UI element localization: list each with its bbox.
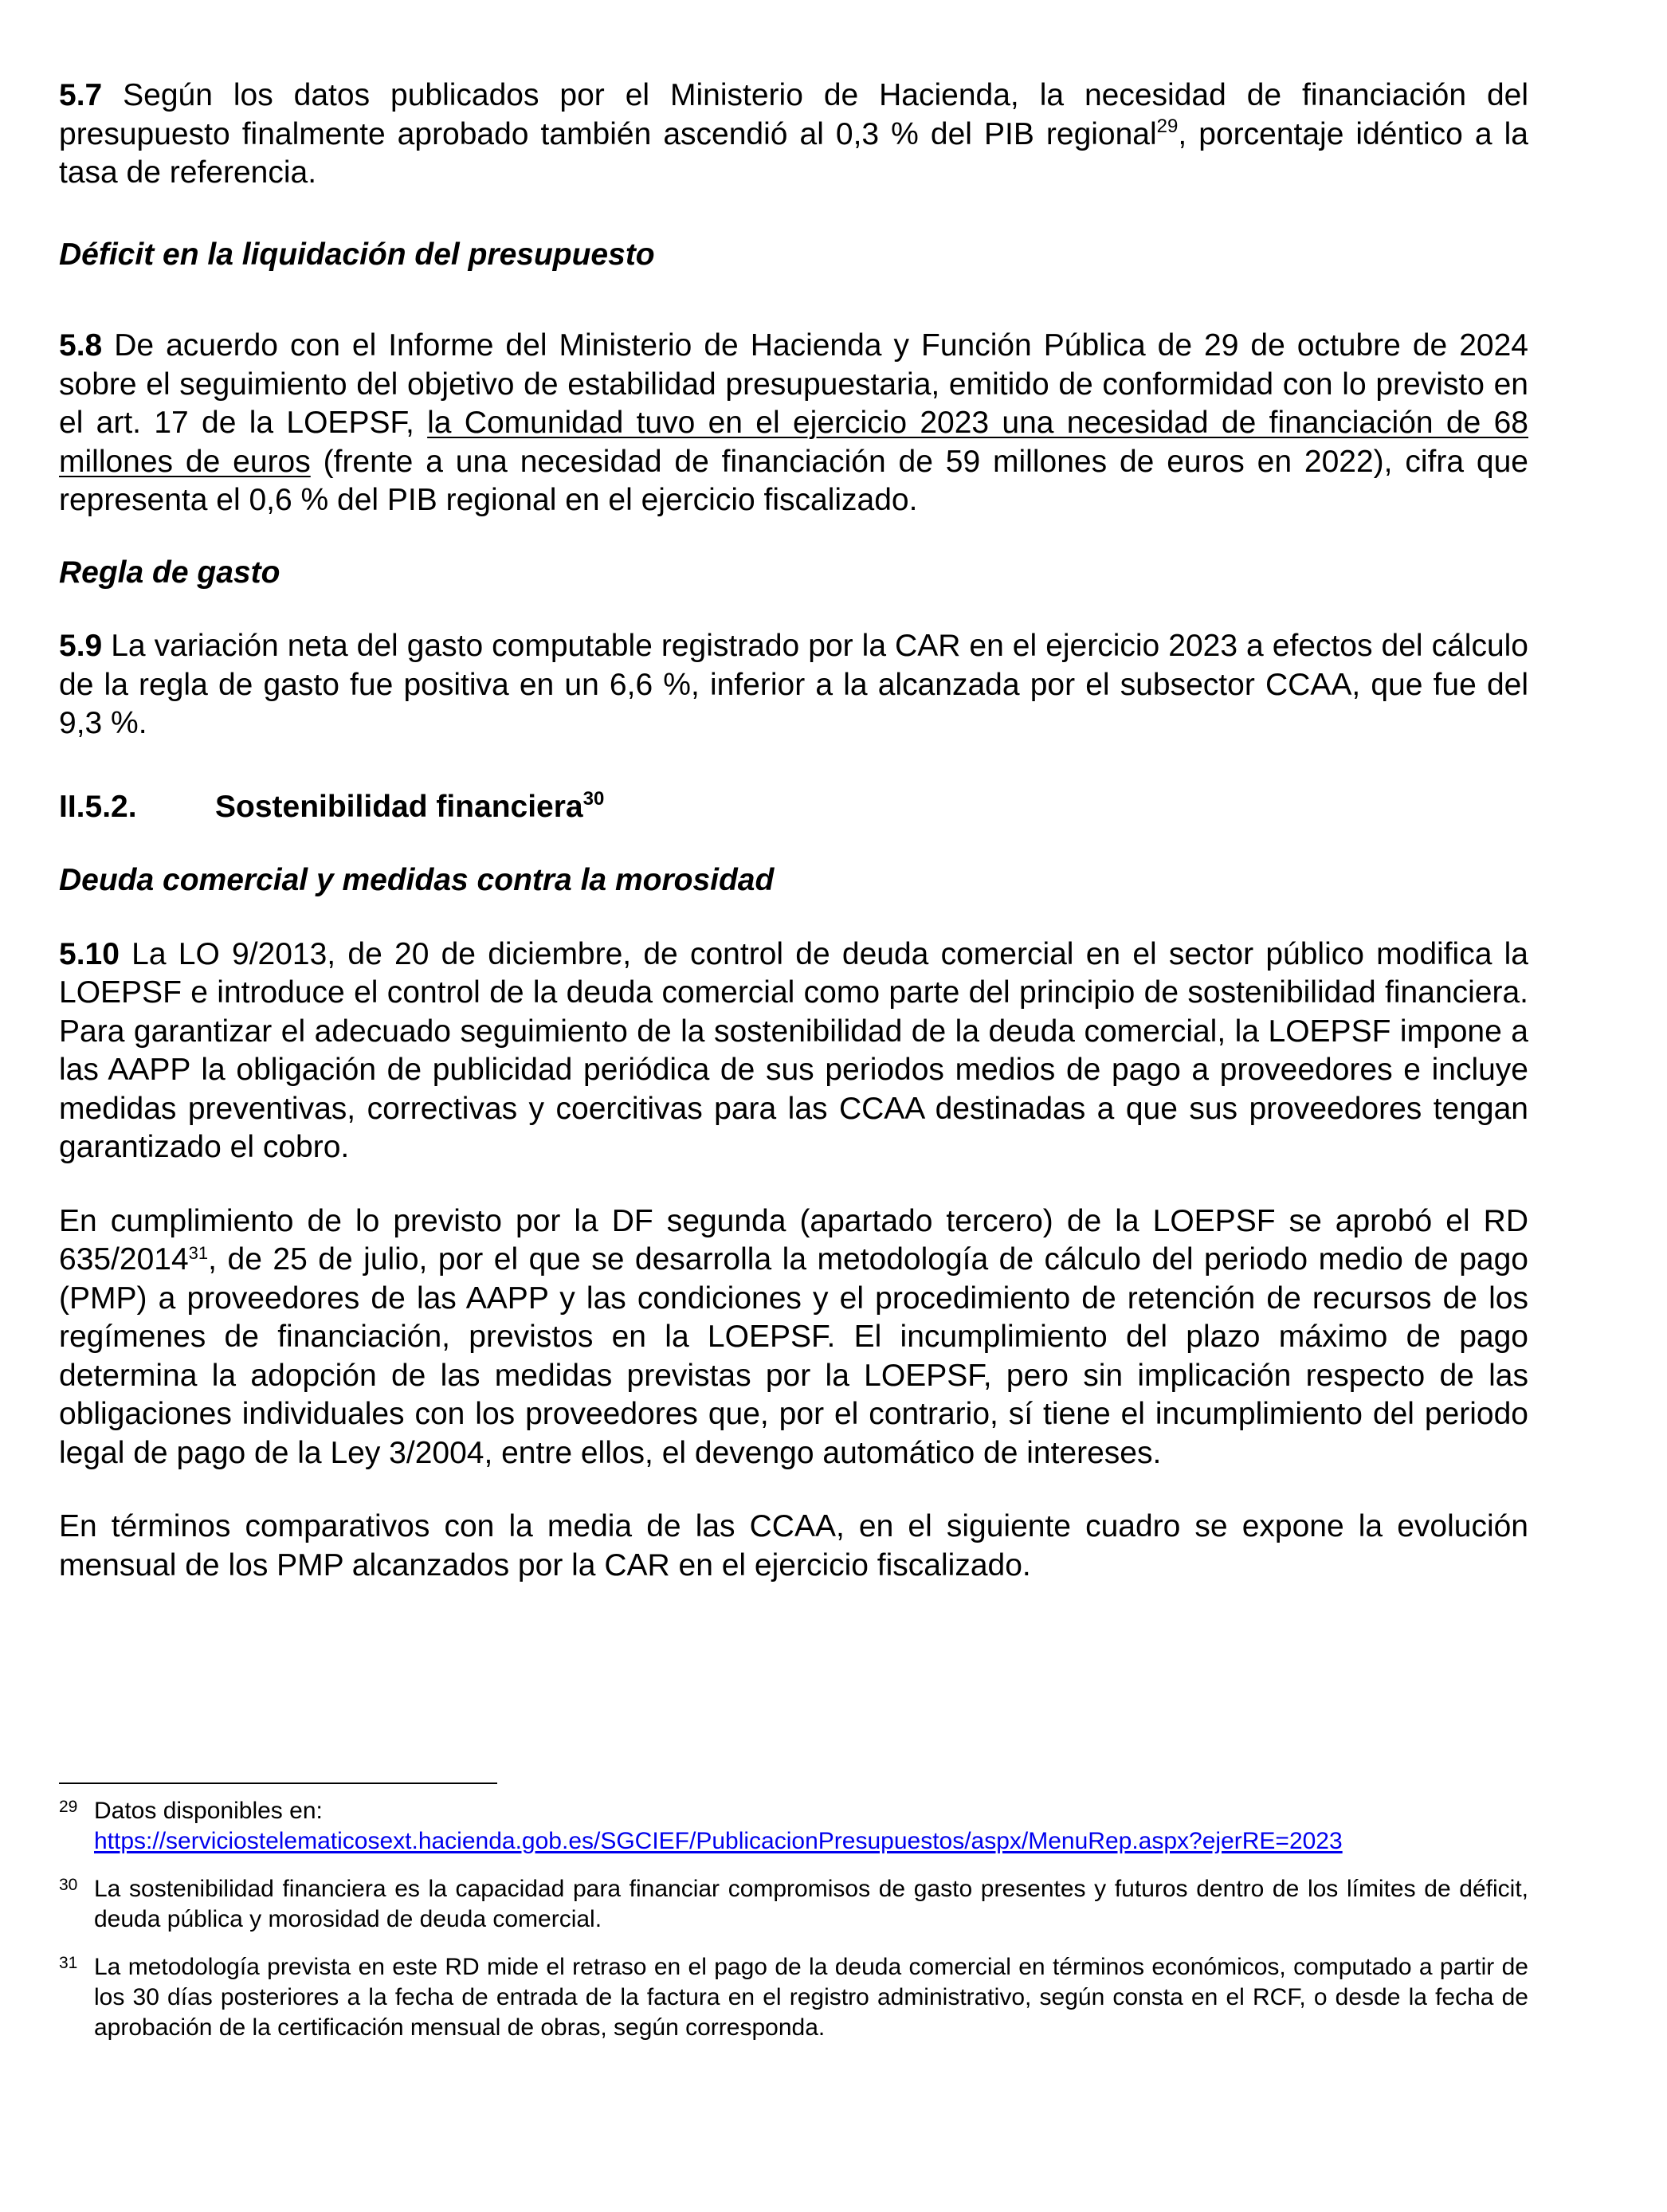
paragraph-text: La variación neta del gasto computable registrado por la CAR en el ejercicio 2023 a efectos del cálculo de la regla de gasto fue positiva en un 6,6 %, inferior a la alcanzada por el subsector CCAA, que fue del 9,3 %. [59, 629, 1528, 740]
footnote-divider [59, 1783, 497, 1784]
heading-deficit: Déficit en la liquidación del presupuesto [59, 237, 655, 272]
paragraph-5-8 [59, 327, 1528, 520]
section-title-text: Sostenibilidad financiera [215, 789, 583, 824]
section-heading [59, 788, 1528, 827]
document-body [59, 76, 1528, 1585]
paragraph-terminos: En términos comparativos con la media de las CCAA, en el siguiente cuadro se expone la evolución mensual de los PMP alcanzados por la CAR en el ejercicio fiscalizado. [59, 1509, 1528, 1583]
heading-deuda-comercial: Deuda comercial y medidas contra la morosidad [59, 863, 775, 897]
paragraph-number: 5.7 [59, 78, 103, 112]
footnote-number: 31 [59, 1954, 78, 1972]
underlined-text: la Comunidad tuvo en el ejercicio 2023 una necesidad de financiación de 68 millones de euros [59, 406, 1528, 479]
paragraph-number: 5.10 [59, 936, 120, 971]
paragraph-5-9 [59, 627, 1528, 743]
paragraph-text: En cumplimiento de lo previsto por la DF segunda (apartado tercero) de la LOEPSF se aprobó el RD 635/2014 [59, 1203, 1528, 1277]
paragraph-text: La LO 9/2013, de 20 de diciembre, de control de deuda comercial en el sector público modifica la LOEPSF e introduce el control de la deuda comercial como parte del principio de sostenibilidad financiera. Para garantizar el adecuado seguimiento de la sostenibilidad de la deuda comercial, la LOEPSF impone a las AAPP la obligación de publicidad periódica de sus periodos medios de pago a proveedores e incluye medidas preventivas, correctivas y coercitivas para las CCAA destinadas a que sus proveedores tengan garantizado el cobro. [59, 936, 1528, 1164]
paragraph-text: (frente a una necesidad de financiación de 59 millones de euros en 2022), cifra que representa el 0,6 % del PIB regional en el ejercicio fiscalizado. [59, 444, 1528, 517]
footnote-label: Datos disponibles en: [94, 1798, 323, 1824]
heading-regla-gasto: Regla de gasto [59, 555, 280, 590]
paragraph-number: 5.8 [59, 328, 103, 363]
footnote-number: 29 [59, 1798, 78, 1816]
footnote-ref-31[interactable]: 31 [188, 1243, 209, 1263]
footnote-text: La metodología prevista en este RD mide el retraso en el pago de la deuda comercial en términos económicos, computado a partir de los 30 días posteriores a la fecha de entrada de la factura en el registro administrativo, según consta en el RCF, o desde la fecha de aprobación de la certificación mensual de obras, según corresponda. [94, 1954, 1528, 2041]
section-title [215, 788, 604, 827]
footnotes [59, 1796, 1528, 2061]
footnote-30 [59, 1874, 1528, 1935]
paragraph-cumplimiento [59, 1202, 1528, 1473]
paragraph-text: , porcentaje idéntico a la tasa de referencia. [59, 116, 1528, 190]
footnote-ref-30[interactable]: 30 [582, 787, 605, 810]
paragraph-5-10 [59, 935, 1528, 1167]
paragraph-5-7 [59, 76, 1528, 193]
footnote-ref-29[interactable]: 29 [1156, 115, 1179, 137]
paragraph-text: Según los datos publicados por el Ministerio de Hacienda, la necesidad de financiación del presupuesto finalmente aprobado también ascendió al 0,3 % del PIB regional [59, 78, 1528, 151]
footnote-text: La sostenibilidad financiera es la capacidad para financiar compromisos de gasto presentes y futuros dentro de los límites de déficit, deuda pública y morosidad de deuda comercial. [94, 1876, 1528, 1932]
paragraph-text: De acuerdo con el Informe del Ministerio de Hacienda y Función Pública de 29 de octubre de 2024 sobre el seguimiento del objetivo de estabilidad presupuestaria, emitido de conformidad con lo previsto en el art. 17 de la LOEPSF, [59, 328, 1528, 440]
hacienda-link[interactable]: https://serviciostelematicosext.hacienda.gob.es/SGCIEF/PublicacionPresupuestos/aspx/MenuRep.aspx?ejerRE=2023 [94, 1828, 1343, 1854]
footnote-31 [59, 1952, 1528, 2043]
footnote-text [94, 1796, 1528, 1857]
section-number: II.5.2. [59, 789, 137, 824]
paragraph-number: 5.9 [59, 629, 103, 663]
footnote-29 [59, 1796, 1528, 1857]
footnote-number: 30 [59, 1876, 78, 1894]
paragraph-text: , de 25 de julio, por el que se desarrolla la metodología de cálculo del periodo medio de pago (PMP) a proveedores de las AAPP y las condiciones y el procedimiento de retención de recursos de los regímenes de financiación, previstos en la LOEPSF. El incumplimiento del plazo máximo de pago determina la adopción de las medidas previstas por la LOEPSF, pero sin implicación respecto de las obligaciones individuales con los proveedores que, por el contrario, sí tiene el incumplimiento del periodo legal de pago de la Ley 3/2004, entre ellos, el devengo automático de intereses. [59, 1242, 1528, 1470]
